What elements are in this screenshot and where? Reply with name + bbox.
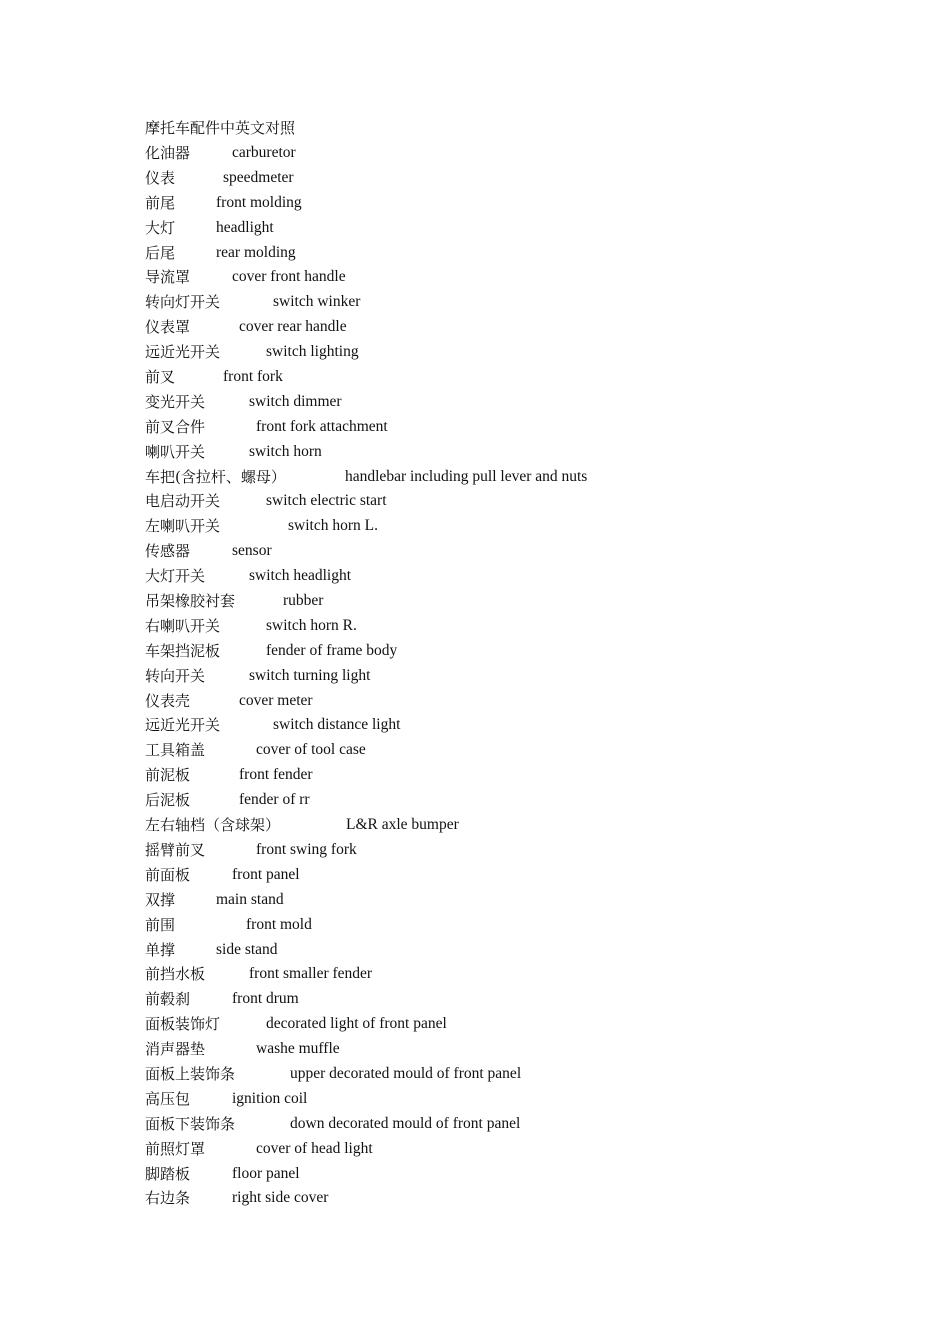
chinese-term: 消声器垫 [145,1040,206,1059]
english-term: headlight [216,218,274,236]
document-page [145,116,905,1211]
chinese-term: 转向灯开关 [145,293,221,312]
chinese-term: 前泥板 [145,766,191,785]
glossary-row [145,913,905,938]
chinese-term: 前围 [145,915,176,934]
document-title: 摩托车配件中英文对照 [145,119,296,137]
chinese-term: 脚踏板 [145,1164,191,1183]
chinese-term: 前挡水板 [145,965,206,984]
english-term: switch electric start [266,492,387,510]
chinese-term: 高压包 [145,1089,191,1108]
glossary-row [145,614,905,639]
glossary-row [145,713,905,738]
english-term: upper decorated mould of front panel [290,1064,522,1082]
glossary-row [145,564,905,589]
chinese-term: 远近光开关 [145,343,221,362]
chinese-term: 双撑 [145,890,176,909]
english-term: decorated light of front panel [266,1015,447,1033]
glossary-row [145,987,905,1012]
english-term: switch horn R. [266,616,357,634]
chinese-term: 转向开关 [145,666,206,685]
glossary-row [145,1162,905,1187]
glossary-row [145,166,905,191]
glossary-row [145,141,905,166]
glossary-row [145,216,905,241]
english-term: switch horn L. [288,517,378,535]
chinese-term: 远近光开关 [145,716,221,735]
chinese-term: 传感器 [145,542,191,561]
english-term: side stand [216,940,278,958]
glossary-row [145,1062,905,1087]
chinese-term: 喇叭开关 [145,442,206,461]
english-term: switch turning light [249,666,371,684]
english-term: L&R axle bumper [346,816,459,834]
chinese-term: 吊架橡胶衬套 [145,592,236,611]
english-term: cover meter [239,691,313,709]
chinese-term: 面板上装饰条 [145,1064,236,1083]
glossary-row [145,1186,905,1211]
english-term: cover front handle [232,268,346,286]
glossary-row [145,489,905,514]
chinese-term: 仪表壳 [145,691,191,710]
glossary-row [145,589,905,614]
glossary-row [145,664,905,689]
glossary-row [145,1037,905,1062]
english-term: front fender [239,766,313,784]
english-term: cover of head light [256,1139,373,1157]
glossary-row [145,265,905,290]
english-term: front drum [232,990,299,1008]
glossary-row [145,788,905,813]
glossary-row [145,340,905,365]
glossary-row [145,465,905,490]
english-term: washe muffle [256,1040,340,1058]
english-term: cover of tool case [256,741,366,759]
english-term: cover rear handle [239,318,347,336]
chinese-term: 电启动开关 [145,492,221,511]
english-term: right side cover [232,1189,329,1207]
chinese-term: 大灯 [145,218,176,237]
chinese-term: 面板装饰灯 [145,1015,221,1034]
chinese-term: 前叉合件 [145,417,206,436]
glossary-row [145,1112,905,1137]
english-term: ignition coil [232,1089,308,1107]
glossary-row [145,1137,905,1162]
glossary-row [145,440,905,465]
chinese-term: 前照灯罩 [145,1139,206,1158]
english-term: switch headlight [249,567,352,585]
chinese-term: 仪表罩 [145,318,191,337]
glossary-row [145,315,905,340]
chinese-term: 变光开关 [145,392,206,411]
glossary-row [145,813,905,838]
chinese-term: 车架挡泥板 [145,641,221,660]
english-term: front molding [216,193,302,211]
chinese-term: 大灯开关 [145,567,206,586]
chinese-term: 后泥板 [145,791,191,810]
english-term: down decorated mould of front panel [290,1114,521,1132]
english-term: sensor [232,542,272,560]
chinese-term: 仪表 [145,168,176,187]
english-term: switch horn [249,442,322,460]
english-term: front fork [223,368,283,386]
english-term: switch distance light [273,716,401,734]
english-term: front mold [246,915,312,933]
chinese-term: 前叉 [145,368,176,387]
glossary-row [145,689,905,714]
chinese-term: 前面板 [145,865,191,884]
glossary-list [145,141,905,1211]
english-term: front panel [232,865,300,883]
chinese-term: 左右轴档（含球架） [145,816,281,835]
glossary-row [145,514,905,539]
english-term: speedmeter [223,168,294,186]
glossary-row [145,838,905,863]
glossary-row [145,863,905,888]
glossary-row [145,191,905,216]
english-term: front fork attachment [256,417,388,435]
glossary-row [145,290,905,315]
glossary-row [145,639,905,664]
english-term: switch winker [273,293,361,311]
english-term: rubber [283,592,324,610]
english-term: fender of rr [239,791,310,809]
glossary-row [145,738,905,763]
glossary-row [145,938,905,963]
glossary-row [145,962,905,987]
chinese-term: 车把(含拉杆、螺母） [145,467,286,486]
chinese-term: 导流罩 [145,268,191,287]
chinese-term: 前毂刹 [145,990,191,1009]
english-term: front smaller fender [249,965,373,983]
english-term: fender of frame body [266,641,398,659]
glossary-row [145,539,905,564]
glossary-row [145,1087,905,1112]
chinese-term: 右喇叭开关 [145,616,221,635]
chinese-term: 化油器 [145,144,191,162]
english-term: main stand [216,890,284,908]
chinese-term: 工具箱盖 [145,741,206,760]
glossary-row [145,390,905,415]
glossary-row [145,241,905,266]
glossary-row [145,1012,905,1037]
glossary-row [145,888,905,913]
english-term: floor panel [232,1164,300,1182]
chinese-term: 后尾 [145,243,176,262]
chinese-term: 前尾 [145,193,176,212]
english-term: front swing fork [256,840,357,858]
chinese-term: 单撑 [145,940,176,959]
chinese-term: 左喇叭开关 [145,517,221,536]
english-term: switch lighting [266,343,359,361]
english-term: handlebar including pull lever and nuts [345,467,588,485]
english-term: rear molding [216,243,296,261]
english-term: carburetor [232,144,296,161]
chinese-term: 面板下装饰条 [145,1114,236,1133]
glossary-row [145,365,905,390]
chinese-term: 右边条 [145,1189,191,1208]
english-term: switch dimmer [249,392,342,410]
glossary-row [145,415,905,440]
chinese-term: 摇臂前叉 [145,840,206,859]
glossary-row [145,763,905,788]
